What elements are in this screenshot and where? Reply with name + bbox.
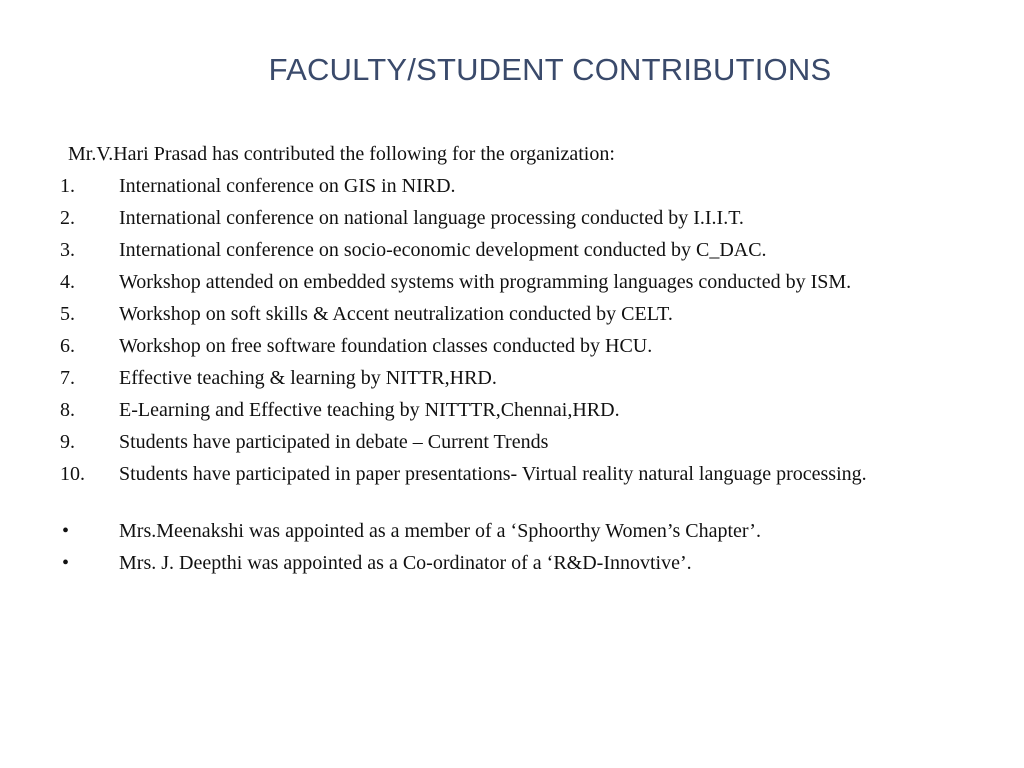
bullet-item	[60, 551, 960, 576]
bullet-icon: •	[62, 520, 70, 542]
list-number: 2.	[60, 207, 75, 229]
intro-text: Mr.V.Hari Prasad has contributed the following for the organization:	[68, 143, 615, 165]
bullet-item-text: Mrs. J. Deepthi was appointed as a Co-ordinator of a ‘R&D-Innovtive’.	[119, 552, 692, 574]
slide-title: FACULTY/STUDENT CONTRIBUTIONS	[268, 52, 832, 87]
list-number: 4.	[60, 271, 75, 293]
list-item	[60, 174, 960, 199]
list-item	[60, 206, 960, 231]
list-number: 9.	[60, 431, 75, 453]
bullet-item	[60, 519, 960, 544]
list-item	[60, 366, 960, 391]
list-number: 7.	[60, 367, 75, 389]
list-item	[60, 302, 960, 327]
list-item-text: E-Learning and Effective teaching by NITTTR,Chennai,HRD.	[119, 399, 620, 421]
list-item	[60, 334, 960, 359]
list-item	[60, 398, 960, 423]
list-item-text: International conference on national language processing conducted by I.I.I.T.	[119, 207, 744, 229]
list-spacer	[60, 494, 960, 519]
list-item-text: International conference on socio-economic development conducted by C_DAC.	[119, 239, 767, 261]
list-item-text: Workshop attended on embedded systems with programming languages conducted by ISM.	[119, 271, 852, 293]
list-number: 3.	[60, 239, 75, 261]
list-number: 8.	[60, 399, 75, 421]
list-item	[60, 430, 960, 455]
bullet-item-text: Mrs.Meenakshi was appointed as a member of a ‘Sphoorthy Women’s Chapter’.	[119, 520, 761, 542]
list-number: 10.	[60, 463, 85, 485]
list-item-text: Effective teaching & learning by NITTR,HRD.	[119, 367, 497, 389]
list-item	[60, 462, 960, 487]
list-item-text: Workshop on soft skills & Accent neutralization conducted by CELT.	[119, 303, 673, 325]
list-item	[60, 270, 960, 295]
list-item-text: Workshop on free software foundation classes conducted by HCU.	[119, 335, 653, 357]
list-item-text: International conference on GIS in NIRD.	[119, 175, 456, 197]
slide-content	[60, 142, 960, 583]
list-item-text: Students have participated in paper presentations- Virtual reality natural language processing.	[119, 463, 867, 485]
list-number: 5.	[60, 303, 75, 325]
list-number: 6.	[60, 335, 75, 357]
list-item-text: Students have participated in debate – Current Trends	[119, 431, 549, 453]
bullet-icon: •	[62, 552, 70, 574]
list-number: 1.	[60, 175, 75, 197]
list-item	[60, 238, 960, 263]
